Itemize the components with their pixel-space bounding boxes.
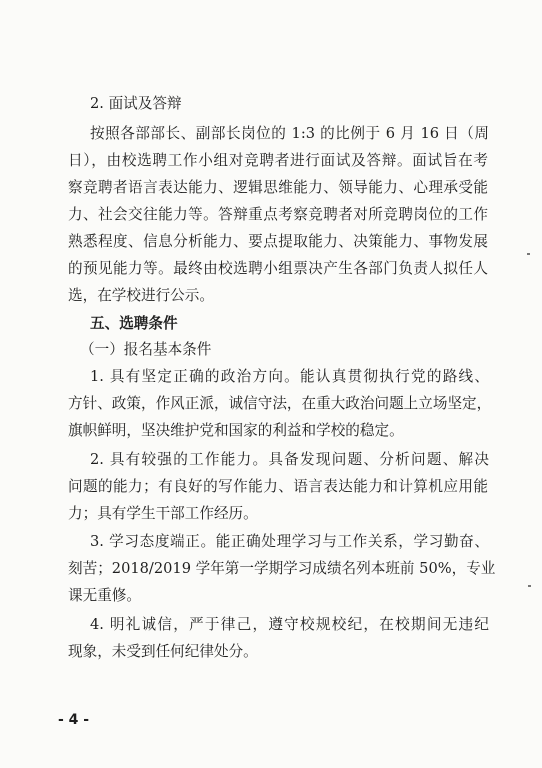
- subsection-heading-basic-conditions: （一）报名基本条件: [80, 341, 212, 358]
- paragraph-line: 力、社会交往能力等。答辩重点考察竞聘者对所竞聘岗位的工作: [68, 206, 488, 223]
- paragraph-line: 的预见能力等。最终由校选聘小组票决产生各部门负责人拟任人: [68, 260, 488, 277]
- paragraph-line: 3. 学习态度端正。能正确处理学习与工作关系，学习勤奋、: [90, 533, 489, 550]
- section-heading-conditions: 五、选聘条件: [90, 315, 178, 332]
- paragraph-line: 力；具有学生干部工作经历。: [68, 505, 258, 522]
- paragraph-line: 日），由校选聘工作小组对竞聘者进行面试及答辩。面试旨在考: [68, 152, 488, 169]
- scan-speck: [527, 253, 530, 255]
- paragraph-line: 察竞聘者语言表达能力、逻辑思维能力、领导能力、心理承受能: [68, 179, 488, 196]
- section-heading-interview: 2. 面试及答辩: [90, 95, 182, 112]
- paragraph-line: 旗帜鲜明，坚决维护党和国家的利益和学校的稳定。: [68, 422, 404, 439]
- paragraph-line: 1. 具有坚定正确的政治方向。能认真贯彻执行党的路线、: [90, 368, 489, 385]
- paragraph-line: 课无重修。: [68, 587, 141, 604]
- paragraph-line: 4. 明礼诚信，严于律己，遵守校规校纪，在校期间无违纪: [90, 616, 489, 633]
- page-number: - 4 -: [58, 712, 90, 728]
- scan-speck: [528, 585, 531, 587]
- paragraph-line: 2. 具有较强的工作能力。具备发现问题、分析问题、解决: [90, 451, 489, 468]
- paragraph-line: 方针、政策，作风正派，诚信守法，在重大政治问题上立场坚定，: [68, 395, 492, 412]
- paragraph-line: 现象，未受到任何纪律处分。: [68, 643, 258, 660]
- paragraph-line: 按照各部部长、副部长岗位的 1:3 的比例于 6 月 16 日（周: [90, 125, 489, 142]
- paragraph-line: 选，在学校进行公示。: [68, 287, 214, 304]
- paragraph-line: 熟悉程度、信息分析能力、要点提取能力、决策能力、事物发展: [68, 233, 488, 250]
- paragraph-line: 刻苦；2018/2019 学年第一学期学习成绩名列本班前 50%，专业: [68, 560, 496, 577]
- paragraph-line: 问题的能力；有良好的写作能力、语言表达能力和计算机应用能: [68, 478, 488, 495]
